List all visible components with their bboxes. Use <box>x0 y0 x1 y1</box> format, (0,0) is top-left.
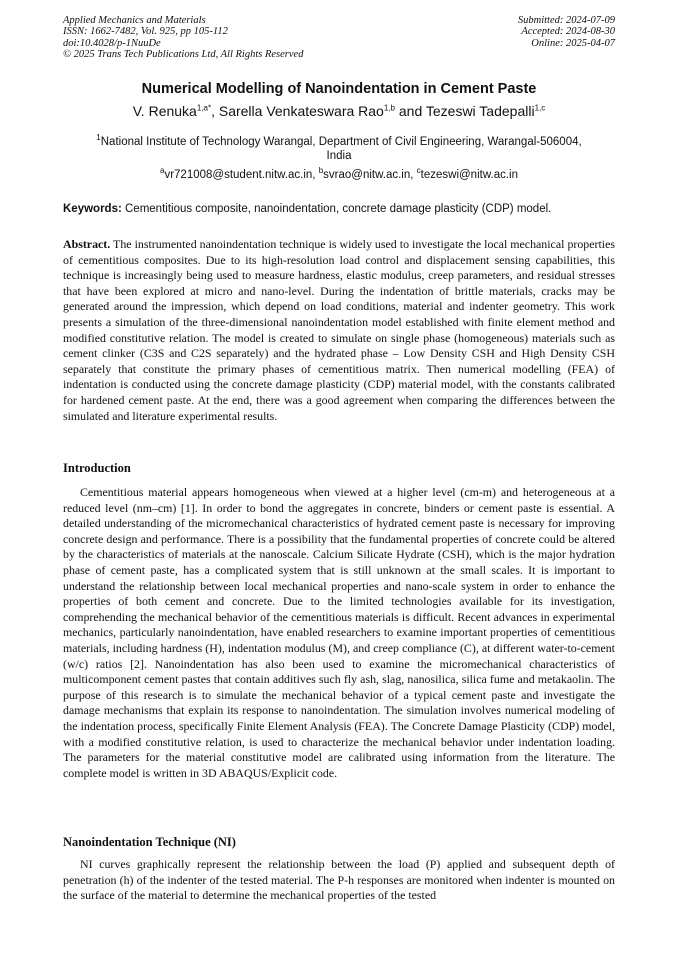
author-separator: , <box>211 103 219 119</box>
journal-info <box>63 15 303 61</box>
email-superscript: c <box>416 166 421 175</box>
online-date: Online: 2025-04-07 <box>531 37 615 49</box>
keywords-label: Keywords: <box>63 203 122 215</box>
journal-name: Applied Mechanics and Materials <box>63 15 206 26</box>
author-separator: and <box>394 103 426 119</box>
doi-line: doi:10.4028/p-1NuuDe <box>63 37 161 49</box>
accepted-date: Accepted: 2024-08-30 <box>521 26 615 38</box>
email-link[interactable]: tezeswi@nitw.ac.in <box>420 168 518 181</box>
paper-title: Numerical Modelling of Nanoindentation in Cement Paste <box>141 81 537 97</box>
nanoindentation-paragraph: NI curves graphically represent the relationship between the load (P) applied and subsequent depth of penetration (h) of the indenter of the tested material. The P-h responses are monitored when indenter is mounted on the surface of the material to determine the mechanical properties of the tested <box>63 857 615 903</box>
introduction-paragraph: Cementitious material appears homogeneous when viewed at a higher level (cm-m) and heterogeneous at a reduced level (nm–cm) [1]. In order to bond the aggregates in concrete, binders or cement paste is essential. A detailed understanding of the micromechanical characteristics of hydrated cement paste is necessary for improving concrete design and performance. There is a possibility that the fundamental properties of concrete could be altered by the characteristics of materials at the nanoscale. Calcium Silicate Hydrate (CSH), which is the major hydration phase of cement paste, has a complicated system that is still unknown at the small scales. It is important to understand the relationship between local mechanical properties and nano-scale system in order to enhance the properties of both cement and concrete. Due to the limited technologies available for its investigation, comprehending the mechanical behavior of the cementitious materials is difficult. Recent advances in experimental mechanics, particularly nanoindentation, have enabled researchers to examine important properties of cementitious materials, including hardness (H), indentation modulus (M), and creep compliance (C), at different water-to-cement (w/c) ratios [2]. Nanoindentation has also been used to examine the micromechanical characteristics of multicomponent cement pastes that contain additives such fly ash, slag, nanosilica, silica fume and metakaolin. The purpose of this research is to simulate the mechanical behavior of a typical cement paste and investigate the damage mechanisms that explain its response to nanoindentation. The simulation involves numerical modeling of the indentation process, specifically Finite Element Analysis (FEA). The Concrete Damage Plasticity (CDP) model, with a modified constitutive relation, is used to characterize the mechanical behavior under indentation loading. The parameters for the material constitutive model are calibrated using information from the literature. The complete model is written in 3D ABAQUS/Explicit code. <box>63 485 615 780</box>
submission-dates <box>518 15 615 49</box>
author-superscript: 1,c <box>534 103 546 113</box>
affiliation-superscript: 1 <box>96 133 101 142</box>
email-link[interactable]: svrao@nitw.ac.in, <box>323 168 417 181</box>
author-emails <box>0 166 678 181</box>
affiliation <box>90 131 588 163</box>
email-superscript: b <box>318 166 324 175</box>
author-list <box>0 103 678 119</box>
submitted-date: Submitted: 2024-07-09 <box>517 15 615 26</box>
affiliation-text: National Institute of Technology Warangal, Department of Civil Engineering, Warangal-506004, India <box>100 135 582 162</box>
section-heading-introduction: Introduction <box>63 461 131 475</box>
author-superscript: 1,b <box>383 103 395 113</box>
keywords <box>63 203 623 215</box>
copyright-line: © 2025 Trans Tech Publications Ltd, All Rights Reserved <box>63 49 304 61</box>
keywords-text: Cementitious composite, nanoindentation, concrete damage plasticity (CDP) model. <box>121 203 552 215</box>
author-name: V. Renuka <box>132 103 197 119</box>
abstract <box>63 237 615 424</box>
email-link[interactable]: vr721008@student.nitw.ac.in, <box>164 168 319 181</box>
abstract-label: Abstract. <box>63 237 111 251</box>
issn-line: ISSN: 1662-7482, Vol. 925, pp 105-112 <box>63 26 228 38</box>
section-heading-nanoindentation: Nanoindentation Technique (NI) <box>63 835 236 849</box>
author-name: Sarella Venkateswara Rao <box>218 103 384 119</box>
email-superscript: a <box>160 166 165 175</box>
abstract-text: The instrumented nanoindentation technique is widely used to investigate the local mechanical properties of cementitious composites. Due to its high-resolution load control and displacement sensing capabilities, this technique is increasingly being used to measure hardness, elastic modulus, creep parameters, and residual stresses that have been explored at micro and nano-level. During the indentation of brittle materials, cracks may be generated around the impression, which depend on load conditions, material and indenter geometry. This work presents a simulation of the three-dimensional nanoindentation model established with finite element method and modified constitutive relation. The model is created to simulate on single phase (homogeneous) materials such as cement clinker (C3S and C2S separately) and the hydrated phase – Low Density CSH and High Density CSH separately that constitute the primary phases of cementitious matrix. Then numerical modelling (FEA) of indentation is conducted using the concrete damage plasticity (CDP) material model, with the constants calibrated for hardened cement paste. At the end, there was a good agreement when comparing the differences between the simulated and literature experimental results. <box>63 237 615 423</box>
author-superscript: 1,a* <box>196 103 212 113</box>
author-name: Tezeswi Tadepalli <box>425 103 535 119</box>
